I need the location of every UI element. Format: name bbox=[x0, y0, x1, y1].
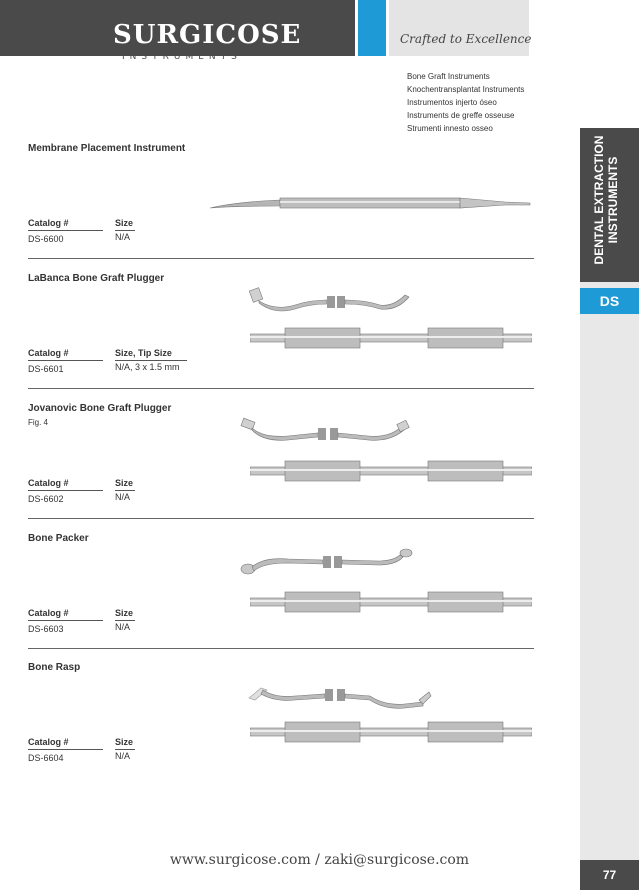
section-divider bbox=[28, 258, 534, 259]
catalog-number: DS-6603 bbox=[28, 624, 64, 634]
instrument-handle-image bbox=[250, 324, 532, 352]
header-tagline-band bbox=[389, 0, 532, 56]
sidebar-code-badge: DS bbox=[580, 288, 639, 314]
size-value: N/A bbox=[115, 232, 131, 242]
tagline: Crafted to Excellence bbox=[400, 32, 532, 46]
catalog-label: Catalog # bbox=[28, 737, 69, 747]
catalog-underline bbox=[28, 360, 103, 361]
footer-contact: www.surgicose.com / zaki@surgicose.com bbox=[169, 852, 470, 868]
product-title: Bone Packer bbox=[28, 533, 89, 544]
packer-tip-image bbox=[238, 547, 418, 579]
instrument-handle-image bbox=[250, 457, 532, 485]
catalog-underline bbox=[28, 230, 103, 231]
catalog-underline bbox=[28, 749, 103, 750]
catalog-number: DS-6602 bbox=[28, 494, 64, 504]
section-divider bbox=[28, 518, 534, 519]
catalog-number: DS-6604 bbox=[28, 753, 64, 763]
size-underline bbox=[115, 230, 135, 231]
language-item: Strumenti innesto osseo bbox=[407, 124, 493, 133]
size-underline bbox=[115, 749, 135, 750]
catalog-number: DS-6600 bbox=[28, 234, 64, 244]
language-list bbox=[407, 70, 524, 135]
catalog-underline bbox=[28, 620, 103, 621]
size-underline bbox=[115, 490, 135, 491]
catalog-label: Catalog # bbox=[28, 348, 69, 358]
section-divider bbox=[28, 388, 534, 389]
figure-reference: Fig. 4 bbox=[28, 418, 49, 427]
brand-logo: SURGICOSE bbox=[113, 20, 302, 50]
language-item: Instruments de greffe osseuse bbox=[407, 111, 515, 120]
size-label: Size, Tip Size bbox=[115, 348, 172, 358]
size-label: Size bbox=[115, 218, 134, 228]
language-item: Knochentransplantat Instruments bbox=[407, 85, 525, 94]
page-header bbox=[0, 0, 639, 62]
instrument-handle-image bbox=[250, 718, 532, 746]
catalog-label: Catalog # bbox=[28, 478, 69, 488]
plugger-tip-image bbox=[238, 416, 418, 446]
size-underline bbox=[115, 620, 135, 621]
product-title: Membrane Placement Instrument bbox=[28, 143, 186, 154]
header-blue-band bbox=[358, 0, 386, 56]
plugger-tip-image bbox=[245, 283, 415, 319]
size-label: Size bbox=[115, 737, 134, 747]
brand-sub: INSTRUMENTS bbox=[122, 52, 242, 62]
section-divider bbox=[28, 648, 534, 649]
size-value: N/A bbox=[115, 492, 131, 502]
language-item: Instrumentos injerto óseo bbox=[407, 98, 497, 107]
product-title: LaBanca Bone Graft Plugger bbox=[28, 273, 165, 284]
rasp-tip-image bbox=[245, 680, 435, 710]
product-title: Jovanovic Bone Graft Plugger bbox=[28, 403, 172, 414]
size-label: Size bbox=[115, 478, 134, 488]
catalog-number: DS-6601 bbox=[28, 364, 64, 374]
size-underline bbox=[115, 360, 187, 361]
instrument-handle-image bbox=[250, 588, 532, 616]
page-number: 77 bbox=[580, 860, 639, 890]
size-value: N/A bbox=[115, 751, 131, 761]
product-section bbox=[28, 662, 536, 772]
catalog-label: Catalog # bbox=[28, 218, 69, 228]
product-title: Bone Rasp bbox=[28, 662, 81, 673]
catalog-underline bbox=[28, 490, 103, 491]
size-label: Size bbox=[115, 608, 134, 618]
language-item: Bone Graft Instruments bbox=[407, 72, 490, 81]
membrane-instrument-image bbox=[205, 192, 535, 216]
catalog-label: Catalog # bbox=[28, 608, 69, 618]
sidebar-category-label: DENTAL EXTRACTION INSTRUMENTS bbox=[592, 135, 620, 265]
size-value: N/A bbox=[115, 622, 131, 632]
size-value: N/A, 3 x 1.5 mm bbox=[115, 362, 180, 372]
